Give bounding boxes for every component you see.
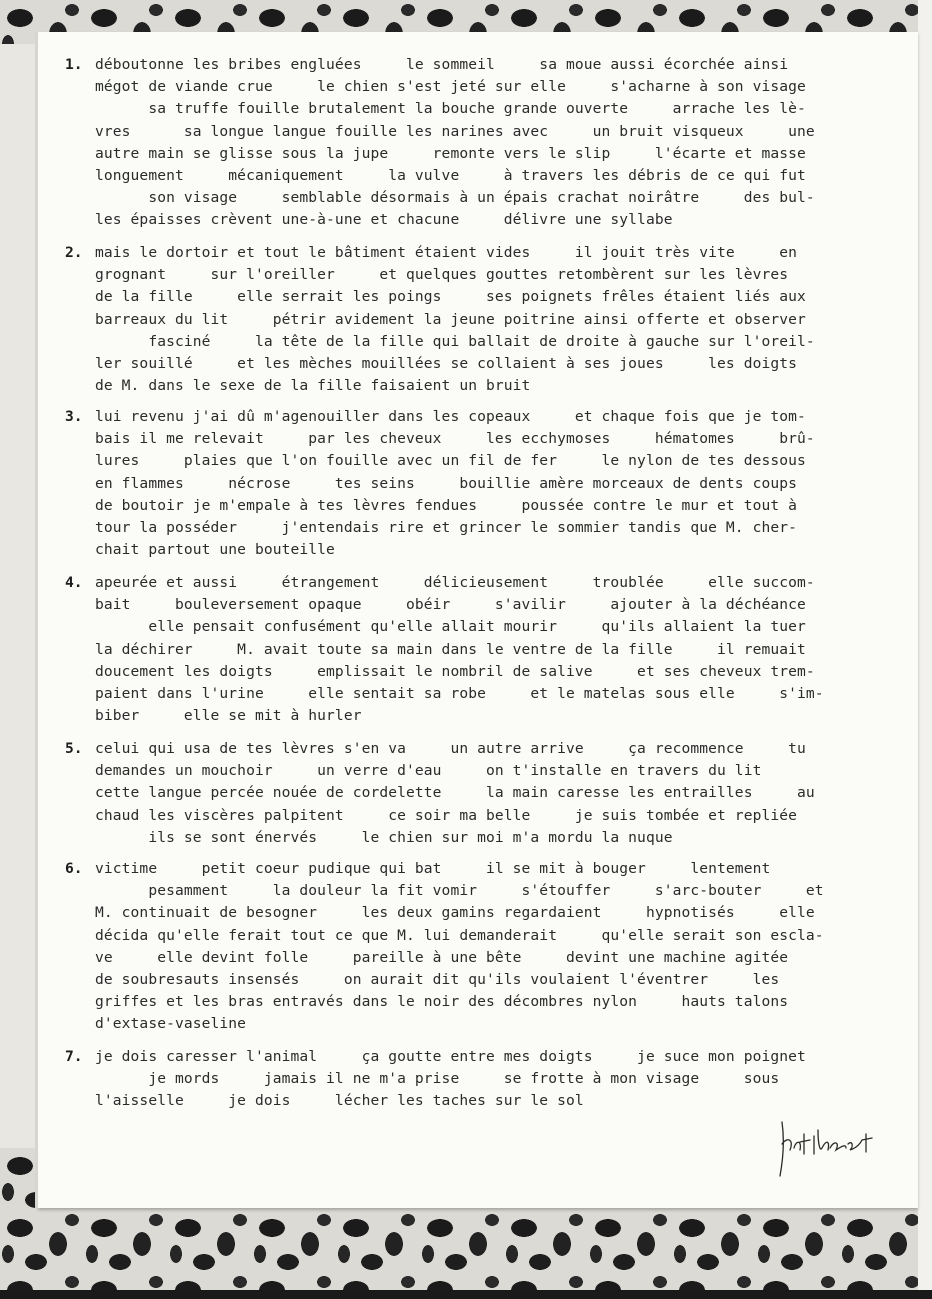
text-line: ve elle devint folle pareille à une bête devint une machine agitée bbox=[95, 948, 789, 966]
text-line: demandes un mouchoir un verre d'eau on t'installe en travers du lit bbox=[95, 762, 762, 780]
text-line: barreaux du lit pétrir avidement la jeune poitrine ainsi offerte et observer bbox=[95, 310, 806, 328]
text-line: fasciné la tête de la fille qui ballait de droite à gauche sur l'oreil- bbox=[95, 332, 815, 350]
paragraph-number: 1. bbox=[65, 56, 83, 73]
text-line: ils se sont énervés le chien sur moi m'a mordu la nuque bbox=[95, 828, 673, 846]
text-line: d'extase-vaseline bbox=[95, 1015, 247, 1033]
text-line: longuement mécaniquement la vulve à travers les débris de ce qui fut bbox=[95, 167, 806, 185]
scan-bottom-edge bbox=[0, 1290, 932, 1299]
text-line: autre main se glisse sous la jupe remonte vers le slip l'écarte et masse bbox=[95, 144, 806, 162]
text-line: lures plaies que l'on fouille avec un fil de fer le nylon de tes dessous bbox=[95, 452, 806, 470]
text-line: M. continuait de besogner les deux gamins regardaient hypnotisés elle bbox=[95, 904, 815, 922]
text-line: décida qu'elle ferait tout ce que M. lui demanderait qu'elle serait son escla- bbox=[95, 926, 824, 944]
text-line: cette langue percée nouée de cordelette la main caresse les entrailles au bbox=[95, 784, 815, 802]
typed-page bbox=[38, 32, 918, 1208]
paragraph-number: 3. bbox=[65, 408, 83, 425]
text-line: griffes et les bras entravés dans le noir des décombres nylon hauts talons bbox=[95, 993, 789, 1011]
text-line: vres sa longue langue fouille les narines avec un bruit visqueux une bbox=[95, 122, 815, 140]
text-line: l'aisselle je dois lécher les taches sur le sol bbox=[95, 1092, 584, 1110]
text-line: grognant sur l'oreiller et quelques gouttes retombèrent sur les lèvres bbox=[95, 266, 789, 284]
text-line: mais le dortoir et tout le bâtiment étaient vides il jouit très vite en bbox=[95, 244, 798, 261]
text-line: mégot de viande crue le chien s'est jeté sur elle s'acharne à son visage bbox=[95, 78, 806, 96]
text-line: apeurée et aussi étrangement délicieusement troublée elle succom- bbox=[95, 574, 815, 591]
text-line: sa truffe fouille brutalement la bouche grande ouverte arrache les lè- bbox=[95, 100, 806, 118]
paragraph-number: 5. bbox=[65, 740, 83, 757]
text-line: de boutoir je m'empale à tes lèvres fendues poussée contre le mur et tout à bbox=[95, 496, 798, 514]
text-line: chaud les viscères palpitent ce soir ma belle je suis tombée et repliée bbox=[95, 806, 798, 824]
text-line: bais il me relevait par les cheveux les ecchymoses hématomes brû- bbox=[95, 430, 815, 448]
paragraph-number: 7. bbox=[65, 1048, 83, 1065]
paragraph-3 bbox=[65, 406, 905, 561]
text-line: je mords jamais il ne m'a prise se frotte à mon visage sous bbox=[95, 1070, 780, 1088]
paragraph-number: 4. bbox=[65, 574, 83, 591]
paragraph-4 bbox=[65, 572, 905, 727]
text-line: les épaisses crèvent une-à-une et chacune délivre une syllabe bbox=[95, 211, 673, 229]
text-line: de M. dans le sexe de la fille faisaient un bruit bbox=[95, 377, 531, 395]
text-line: ler souillé et les mèches mouillées se collaient à ses joues les doigts bbox=[95, 355, 798, 373]
text-line: de soubresauts insensés on aurait dit qu'ils voulaient l'éventrer les bbox=[95, 971, 780, 989]
text-line: victime petit coeur pudique qui bat il se mit à bouger lentement bbox=[95, 860, 771, 877]
paragraph-1 bbox=[65, 54, 905, 232]
text-line: doucement les doigts emplissait le nombril de salive et ses cheveux trem- bbox=[95, 662, 815, 680]
text-line: tour la posséder j'entendais rire et grincer le sommier tandis que M. cher- bbox=[95, 519, 798, 537]
text-line: déboutonne les bribes engluées le sommeil sa moue aussi écorchée ainsi bbox=[95, 56, 789, 73]
paragraph-2 bbox=[65, 242, 905, 397]
paragraph-5 bbox=[65, 738, 905, 849]
paragraph-7 bbox=[65, 1046, 905, 1113]
paragraph-number: 2. bbox=[65, 244, 83, 261]
text-line: de la fille elle serrait les poings ses poignets frêles étaient liés aux bbox=[95, 288, 806, 306]
text-line: son visage semblable désormais à un épais crachat noirâtre des bul- bbox=[95, 189, 815, 207]
text-line: pesamment la douleur la fit vomir s'étouffer s'arc-bouter et bbox=[95, 882, 824, 900]
text-line: celui qui usa de tes lèvres s'en va un autre arrive ça recommence tu bbox=[95, 740, 806, 757]
text-line: la déchirer M. avait toute sa main dans le ventre de la fille il remuait bbox=[95, 640, 806, 658]
signature-mark bbox=[770, 1114, 880, 1184]
paragraph-number: 6. bbox=[65, 860, 83, 877]
text-line: en flammes nécrose tes seins bouillie amère morceaux de dents coups bbox=[95, 474, 798, 492]
text-line: elle pensait confusément qu'elle allait mourir qu'ils allaient la tuer bbox=[95, 618, 806, 636]
text-line: chait partout une bouteille bbox=[95, 541, 335, 559]
paragraph-6 bbox=[65, 858, 905, 1036]
text-line: bait bouleversement opaque obéir s'avilir ajouter à la déchéance bbox=[95, 596, 806, 614]
text-line: lui revenu j'ai dû m'agenouiller dans les copeaux et chaque fois que je tom- bbox=[95, 408, 806, 425]
text-line: biber elle se mit à hurler bbox=[95, 707, 362, 725]
text-line: paient dans l'urine elle sentait sa robe et le matelas sous elle s'im- bbox=[95, 685, 824, 703]
scan-right-edge bbox=[918, 0, 932, 1299]
text-line: je dois caresser l'animal ça goutte entre mes doigts je suce mon poignet bbox=[95, 1048, 806, 1065]
